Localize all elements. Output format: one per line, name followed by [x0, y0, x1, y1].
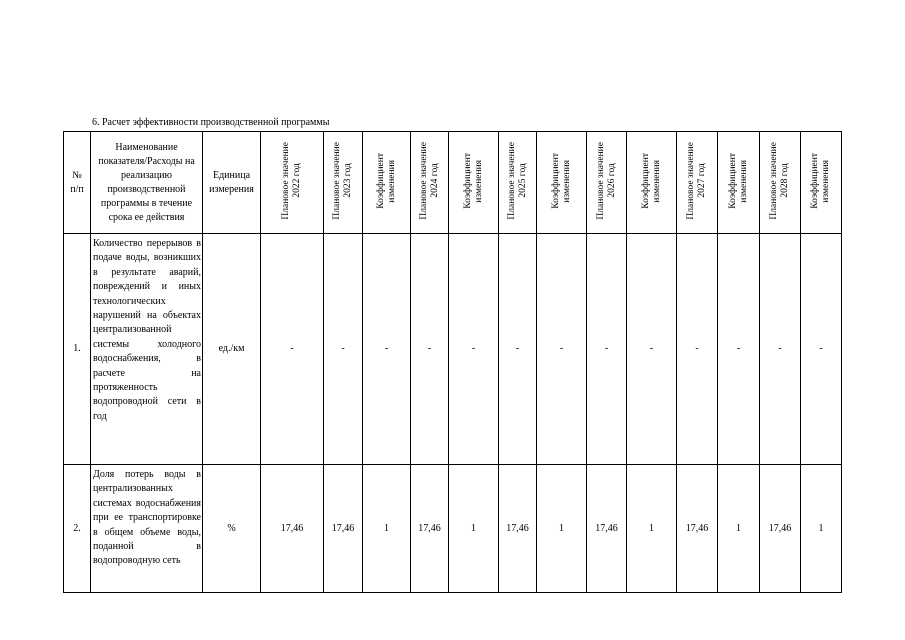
header-col: Коэффициент изменения — [363, 132, 411, 234]
header-col: Плановое значение 2025 год — [499, 132, 537, 234]
row-value: 17,46 — [587, 465, 627, 593]
row-unit: ед./км — [203, 234, 261, 465]
header-col: Плановое значение 2027 год — [677, 132, 718, 234]
row-unit: % — [203, 465, 261, 593]
row-value: - — [627, 234, 677, 465]
row-name: Доля потерь воды в централизованных системах водоснабжения при ее транспортировке в общем объеме воды, поданной в водопроводную сеть — [91, 465, 203, 593]
header-col: Плановое значение 2024 год — [411, 132, 449, 234]
header-col: Плановое значение 2022 год — [261, 132, 324, 234]
header-col: Коэффициент изменения — [627, 132, 677, 234]
table-row — [64, 234, 842, 465]
header-col: Коэффициент изменения — [801, 132, 842, 234]
row-value: 17,46 — [499, 465, 537, 593]
row-value: 17,46 — [677, 465, 718, 593]
row-value: - — [537, 234, 587, 465]
row-value: - — [499, 234, 537, 465]
header-row — [64, 132, 842, 234]
header-col: Плановое значение 2026 год — [587, 132, 627, 234]
row-value: 1 — [363, 465, 411, 593]
row-value: - — [587, 234, 627, 465]
row-value: 1 — [718, 465, 760, 593]
row-value: 1 — [801, 465, 842, 593]
header-col: Коэффициент изменения — [537, 132, 587, 234]
row-num: 2. — [64, 465, 91, 593]
row-value: 17,46 — [261, 465, 324, 593]
header-col: Плановое значение 2028 год — [760, 132, 801, 234]
row-value: - — [363, 234, 411, 465]
row-value: 1 — [449, 465, 499, 593]
header-num: № п/п — [64, 132, 91, 234]
efficiency-table — [63, 131, 842, 593]
row-value: 17,46 — [411, 465, 449, 593]
table-row — [64, 465, 842, 593]
row-value: - — [261, 234, 324, 465]
row-value: - — [718, 234, 760, 465]
header-unit: Единица измерения — [203, 132, 261, 234]
header-col: Коэффициент изменения — [449, 132, 499, 234]
header-name: Наименование показателя/Расходы на реализацию производственной программы в течение срока ее действия — [91, 132, 203, 234]
row-value: - — [677, 234, 718, 465]
table-caption: 6. Расчет эффективности производственной программы — [92, 117, 330, 128]
header-col: Плановое значение 2023 год — [324, 132, 363, 234]
row-value: 1 — [537, 465, 587, 593]
row-value: - — [411, 234, 449, 465]
row-value: - — [449, 234, 499, 465]
row-value: 17,46 — [324, 465, 363, 593]
row-value: 1 — [627, 465, 677, 593]
header-col: Коэффициент изменения — [718, 132, 760, 234]
row-value: - — [760, 234, 801, 465]
row-value: - — [324, 234, 363, 465]
row-name: Количество перерывов в подаче воды, возникших в результате аварий, повреждений и иных технологических нарушений на объектах централизованной системы холодного водоснабжения, в расчете на протяженность водопроводной сети в год — [91, 234, 203, 465]
row-value: 17,46 — [760, 465, 801, 593]
row-value: - — [801, 234, 842, 465]
row-num: 1. — [64, 234, 91, 465]
